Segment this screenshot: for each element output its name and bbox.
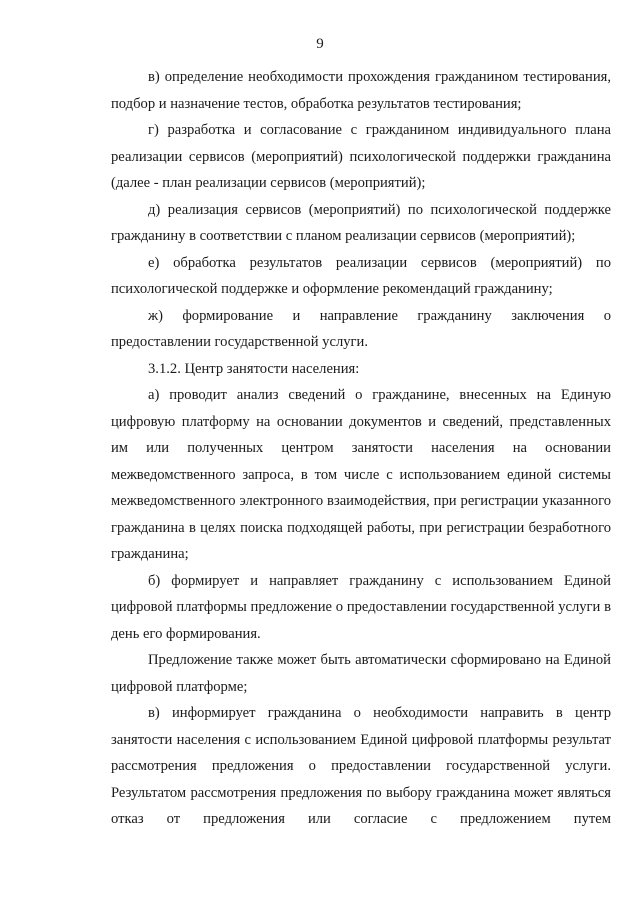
paragraph-auto-proposal: Предложение также может быть автоматически сформировано на Единой цифровой платформе; (111, 652, 611, 695)
paragraph-e-processing: е) обработка результатов реализации сервисов (мероприятий) по психологической поддержке и оформление рекомендаций гражданину; (111, 254, 611, 297)
paragraph-v-inform: в) информирует гражданина о необходимости направить в центр занятости населения с использованием Единой цифровой платформы результат рассмотрения предложения о предоставлении государственной услуги. Результатом рассмотрения предложения по выбору гражданина может являться отказ от предложения или согласие с предложением путем (111, 705, 611, 827)
paragraph-d-realization: д) реализация сервисов (мероприятий) по психологической поддержке гражданину в соответствии с планом реализации сервисов (мероприятий); (111, 201, 611, 244)
paragraph-a-analysis: а) проводит анализ сведений о гражданине, внесенных на Единую цифровую платформу на основании документов и сведений, представленных им или полученных центром занятости населения на основании межведомственного запроса, в том числе с использованием единой системы межведомственного электронного взаимодействия, при регистрации указанного гражданина в целях поиска подходящей работы, при регистрации безработного гражданина; (111, 387, 611, 562)
paragraph-zh-conclusion: ж) формирование и направление гражданину заключения о предоставлении государственной услуги. (111, 307, 611, 350)
section-heading-3-1-2: 3.1.2. Центр занятости населения: (148, 360, 360, 377)
document-body (111, 64, 611, 833)
paragraph-v-testing: в) определение необходимости прохождения гражданином тестирования, подбор и назначение тестов, обработка результатов тестирования; (111, 69, 611, 112)
paragraph-g-plan: г) разработка и согласование с гражданином индивидуального плана реализации сервисов (мероприятий) психологической поддержки гражданина (далее - план реализации сервисов (мероприятий); (111, 122, 611, 191)
paragraph-b-proposal: б) формирует и направляет гражданину с использованием Единой цифровой платформы предложение о предоставлении государственной услуги в день его формирования. (111, 572, 611, 642)
page-number: 9 (316, 36, 324, 52)
